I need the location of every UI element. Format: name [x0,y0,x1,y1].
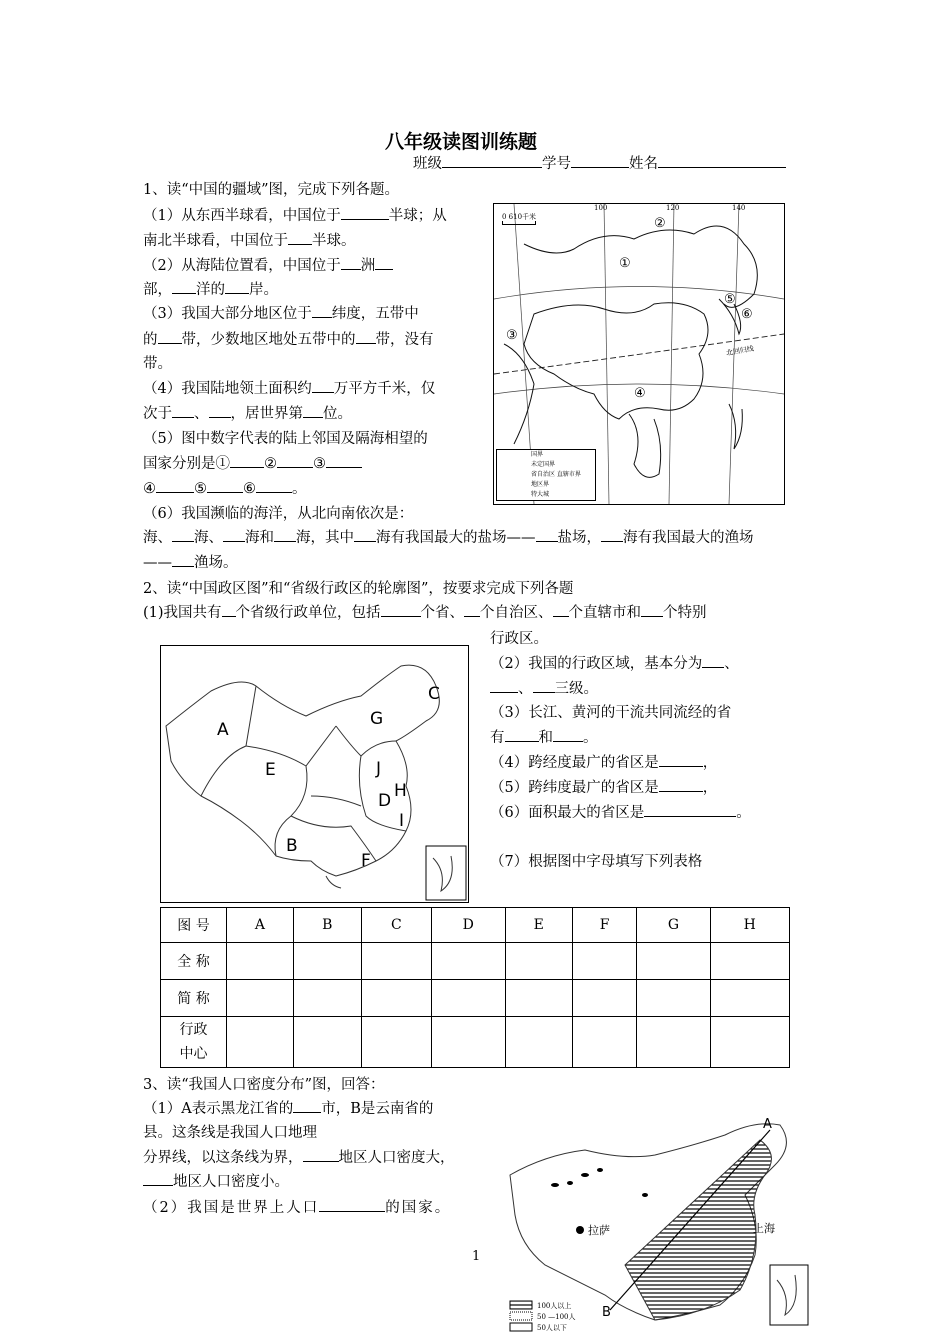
answer-blank[interactable] [143,1171,173,1186]
shanghai-label: 上海 [753,1222,775,1235]
answer-blank[interactable] [641,602,663,617]
answer-blank[interactable] [207,478,243,493]
answer-blank[interactable] [312,303,332,318]
map-number: ⑥ [741,307,753,322]
answer-blank[interactable] [256,478,292,493]
q3-line: 地区人口密度小。 [143,1170,289,1191]
legend-item: 省自治区 直辖市界 [531,471,581,478]
legend-item: 100人以上 [537,1302,572,1310]
table-cell[interactable] [361,943,431,980]
table-cell[interactable] [572,943,636,980]
row-label: 全 称 [161,943,227,980]
map-number: ② [654,216,666,231]
table-cell[interactable] [293,980,361,1017]
page-number: 1 [472,1249,481,1264]
q2-line: 有 和 。 [490,726,598,747]
answer-blank[interactable] [553,727,583,742]
q2-line: （7）根据图中字母填写下列表格 [490,854,703,870]
q3-line: 分界线，以这条线为界， 地区人口密度大， [143,1146,455,1167]
q1-line: （1）从东西半球看，中国位于 半球；从 [143,204,447,225]
map-label-a: A [763,1117,772,1132]
answer-blank[interactable] [230,453,264,468]
answer-blank[interactable] [490,678,518,693]
province-letter: G [370,709,384,729]
q1-heading: 1、读“中国的疆域”图，完成下列各题。 [143,182,400,198]
name-blank[interactable] [658,153,786,168]
answer-blank[interactable] [505,727,539,742]
province-letter: D [378,791,392,811]
q1-line: 海、 海、 海和 海，其中 海有我国最大的盐场—— 盐场， 海有我国最大的渔场 [143,526,754,547]
scale-bar-graphic [502,221,536,225]
table-cell[interactable] [505,943,572,980]
answer-blank[interactable] [319,1197,385,1212]
q2-line: (1)我国共有 个省级行政单位，包括 个省、 个自治区、 个直辖市和 个特别 [143,601,707,622]
table-header: B [293,908,361,943]
table-cell[interactable] [572,980,636,1017]
table-cell[interactable] [432,943,505,980]
map-number: ④ [634,386,646,401]
answer-blank[interactable] [464,602,480,617]
answer-blank[interactable] [536,527,558,542]
china-territory-map [493,203,785,505]
q1-line: 次于 、 ，居世界第 位。 [143,402,352,423]
lon-label: 120 [666,204,680,212]
id-label: 学号 [542,156,571,172]
province-letter: J [376,759,382,779]
province-letter: E [265,760,276,780]
q1-line: 带。 [143,356,172,372]
table-cell[interactable] [361,1017,431,1068]
answer-blank[interactable] [293,1098,321,1113]
province-letter: B [286,836,298,856]
q2-heading: 2、读“中国政区图”和“省级行政区的轮廓图”，按要求完成下列各题 [143,581,574,597]
table-cell[interactable] [227,1017,294,1068]
answer-blank[interactable] [659,752,703,767]
row-label: 行政中心 [161,1017,227,1068]
provinces-map-drawing [161,646,468,902]
q2-line: （6）面积最大的省区是 。 [490,801,751,822]
q1-line: （2）从海陆位置看，中国位于 洲 [143,254,393,275]
answer-blank[interactable] [702,653,724,668]
province-table [160,907,790,1068]
lon-label: 100 [594,204,608,212]
answer-blank[interactable] [312,378,334,393]
q3-line: 县。这条线是我国人口地理 [143,1125,317,1141]
table-cell[interactable] [710,980,789,1017]
q1-line: （6）我国濒临的海洋，从北向南依次是： [143,506,414,522]
map-number: ⑤ [724,292,736,307]
table-cell[interactable] [637,1017,710,1068]
table-header-row [161,908,790,943]
table-cell[interactable] [361,980,431,1017]
table-header: A [227,908,294,943]
answer-blank[interactable] [209,403,231,418]
answer-blank[interactable] [172,527,194,542]
q3-line: （1）A表示黑龙江省的 市，B是云南省的 [143,1097,433,1118]
legend-item: 50 —100人 [537,1313,576,1321]
answer-blank[interactable] [156,478,194,493]
map-label-b: B [602,1305,611,1320]
legend-item: 国界 [531,451,544,458]
table-header: E [505,908,572,943]
class-blank[interactable] [442,153,542,168]
q1-line: —— 渔场。 [143,551,238,572]
answer-blank[interactable] [381,602,421,617]
table-cell[interactable] [710,943,789,980]
q1-line: （4）我国陆地领土面积约 万平方千米，仅 [143,377,435,398]
table-header: F [572,908,636,943]
answer-blank[interactable] [172,552,194,567]
legend-item: 50人以下 [537,1324,567,1332]
population-density-map [505,1115,810,1340]
table-cell[interactable] [293,943,361,980]
answer-blank[interactable] [341,205,389,220]
china-provinces-map [160,645,469,903]
map-number: ① [619,256,631,271]
table-cell[interactable] [432,1017,505,1068]
row-label: 简 称 [161,980,227,1017]
q3-line: （2）我国是世界上人口 的国家。 [143,1196,451,1217]
table-cell[interactable] [293,1017,361,1068]
province-letter: C [428,684,440,704]
page-title: 八年级读图训练题 [385,131,538,153]
province-letter: H [394,781,407,801]
answer-blank[interactable] [223,527,245,542]
table-cell[interactable] [710,1017,789,1068]
legend-item: 特大城 [531,491,550,498]
table-cell[interactable] [505,1017,572,1068]
answer-blank[interactable] [225,279,249,294]
q2-line: 、 三级。 [490,677,598,698]
answer-blank[interactable] [354,527,376,542]
table-cell[interactable] [637,943,710,980]
class-label: 班级 [413,156,442,172]
table-header: H [710,908,789,943]
answer-blank[interactable] [172,279,196,294]
answer-blank[interactable] [659,777,703,792]
answer-blank[interactable] [326,453,362,468]
answer-blank[interactable] [533,678,555,693]
q2-line: 行政区。 [490,631,548,647]
answer-blank[interactable] [601,527,623,542]
answer-blank[interactable] [356,329,376,344]
table-cell[interactable] [505,980,572,1017]
map-number: ③ [506,328,518,343]
answer-blank[interactable] [274,527,296,542]
table-header: C [361,908,431,943]
answer-blank[interactable] [172,403,194,418]
province-letter: F [361,851,371,871]
student-info-line [413,152,786,173]
table-cell[interactable] [227,980,294,1017]
answer-blank[interactable] [288,230,312,245]
table-header: G [637,908,710,943]
tropic-label: 北回归线 [725,344,755,358]
answer-blank[interactable] [375,255,393,270]
table-row [161,980,790,1017]
lon-label: 140 [732,204,746,212]
province-letter: I [399,811,405,831]
answer-blank[interactable] [341,255,361,270]
table-cell[interactable] [637,980,710,1017]
q3-heading: 3、读“我国人口密度分布”图，回答： [143,1077,385,1093]
q1-line: 的 带，少数地区地处五带中的 带，没有 [143,328,434,349]
q1-line: （3）我国大部分地区位于 纬度，五带中 [143,302,419,323]
q1-line: （5）图中数字代表的陆上邻国及隔海相望的 [143,431,428,447]
scale-bar: 0 610千米 [502,213,537,221]
q1-line: 国家分别是① ② ③ [143,452,362,473]
population-legend [537,1301,576,1334]
table-row [161,943,790,980]
table-header: 图 号 [161,908,227,943]
table-header: D [432,908,505,943]
table-cell[interactable] [432,980,505,1017]
answer-blank[interactable] [644,802,736,817]
q1-line: ④ ⑤ ⑥ 。 [143,477,307,498]
name-label: 姓名 [629,156,658,172]
answer-blank[interactable] [158,329,182,344]
q2-line: （4）跨经度最广的省区是 ， [490,751,717,772]
lhasa-label: 拉萨 [588,1224,610,1237]
id-blank[interactable] [571,153,629,168]
table-cell[interactable] [227,943,294,980]
answer-blank[interactable] [553,602,569,617]
legend-item: 未定国界 [531,461,556,468]
map-legend [496,449,596,501]
q2-line: （5）跨纬度最广的省区是 ， [490,776,717,797]
answer-blank[interactable] [303,1147,339,1162]
q2-line: （2）我国的行政区域，基本分为 、 [490,652,739,673]
q2-line: （3）长江、黄河的干流共同流经的省 [490,705,732,721]
province-letter: A [217,720,229,740]
q1-line: 部， 洋的 岸。 [143,278,278,299]
table-cell[interactable] [572,1017,636,1068]
answer-blank[interactable] [303,403,323,418]
table-row [161,1017,790,1068]
answer-blank[interactable] [277,453,313,468]
legend-item: 地区界 [531,481,550,488]
q1-line: 南北半球看，中国位于 半球。 [143,229,356,250]
answer-blank[interactable] [222,602,236,617]
